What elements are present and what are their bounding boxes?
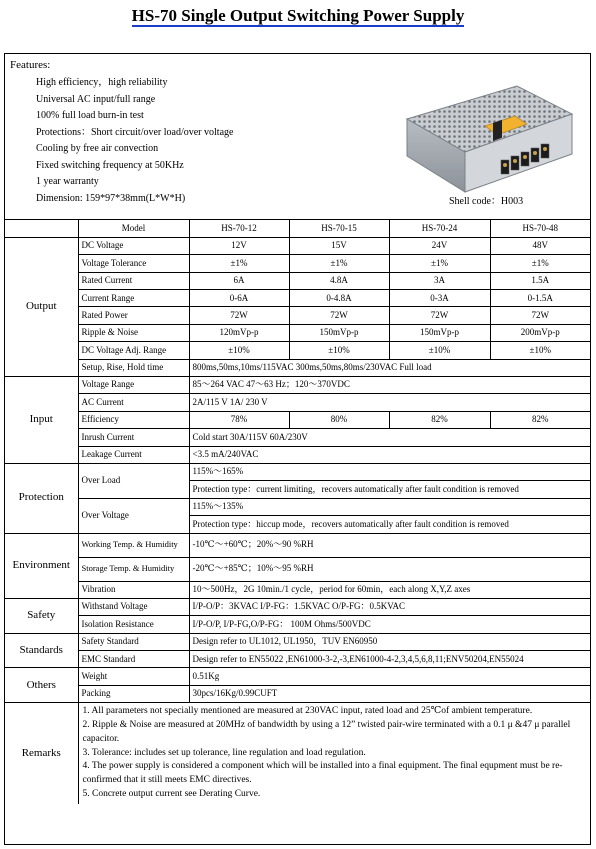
- cell-value: 82%: [389, 411, 490, 428]
- table-row: [5, 394, 590, 411]
- remark-item: 2. Ripple & Noise are measured at 20MHz of bandwidth by using a 12” twisted pair-wire terminated with a 0.1 μ &47 μ parallel capacitor.: [82, 720, 571, 744]
- cell-value: 72W: [189, 307, 289, 324]
- category-remarks: Remarks: [5, 703, 78, 804]
- features-heading: Features:: [10, 59, 51, 71]
- row-label: Isolation Resistance: [78, 616, 189, 633]
- table-row: [5, 359, 590, 376]
- features-list: [36, 75, 233, 207]
- table-row: [5, 446, 590, 463]
- row-label: Safety Standard: [78, 633, 189, 650]
- cell-value: -20℃～+85℃；10%～95 %RH: [189, 557, 590, 581]
- cell-value: 0-3A: [389, 290, 490, 307]
- table-row: [5, 377, 590, 394]
- cell-value: 82%: [490, 411, 590, 428]
- row-label: Over Voltage: [78, 498, 189, 533]
- row-label: Withstand Voltage: [78, 598, 189, 615]
- cell-value: 72W: [490, 307, 590, 324]
- empty-cell: [5, 220, 78, 237]
- model-name: HS-70-12: [189, 220, 289, 237]
- cell-value: 15V: [289, 237, 389, 254]
- cell-value: 0-4.8A: [289, 290, 389, 307]
- remark-item: 4. The power supply is considered a component which will be installed into a final equipment. The final equpment must be re-confirmed that it still meets EMC directives.: [82, 761, 563, 786]
- category-others: Others: [5, 668, 78, 703]
- row-label: Current Range: [78, 290, 189, 307]
- cell-value: Protection type：current limiting，recovers automatically after fault condition is removed: [189, 481, 590, 498]
- row-label: AC Current: [78, 394, 189, 411]
- cell-value: ±1%: [389, 255, 490, 272]
- cell-value: ±1%: [289, 255, 389, 272]
- table-row: [5, 598, 590, 615]
- cell-value: 48V: [490, 237, 590, 254]
- cell-value: Design refer to UL1012, UL1950，TUV EN60950: [189, 633, 590, 650]
- remark-item: 3. Tolerance: includes set up tolerance, line regulation and load regulation.: [82, 747, 366, 758]
- document-title: [0, 6, 596, 26]
- model-name: HS-70-24: [389, 220, 490, 237]
- cell-value: 30pcs/16Kg/0.99CUFT: [189, 685, 590, 702]
- table-row: [5, 272, 590, 289]
- row-label: Leakage Current: [78, 446, 189, 463]
- cell-value: ±1%: [189, 255, 289, 272]
- row-label: Weight: [78, 668, 189, 685]
- table-row: [5, 255, 590, 272]
- cell-value: 4.8A: [289, 272, 389, 289]
- cell-value: -10℃～+60℃；20%～90 %RH: [189, 533, 590, 557]
- table-row: [5, 581, 590, 598]
- cell-value: Cold start 30A/115V 60A/230V: [189, 429, 590, 446]
- row-label: Working Temp. & Humidity: [78, 533, 189, 557]
- spec-sheet: [4, 53, 591, 845]
- remark-item: 5. Concrete output current see Derating Curve.: [82, 788, 261, 799]
- cell-value: 200mVp-p: [490, 324, 590, 341]
- cell-value: 1.5A: [490, 272, 590, 289]
- cell-value: Design refer to EN55022 ,EN61000-3-2,-3,EN61000-4-2,3,4,5,6,8,11;ENV50204,EN55024: [189, 651, 590, 668]
- feature-item: Universal AC input/full range: [36, 93, 156, 105]
- cell-value: 24V: [389, 237, 490, 254]
- feature-item: Fixed switching frequency at 50KHz: [36, 159, 184, 171]
- row-label: EMC Standard: [78, 651, 189, 668]
- feature-item: Protections：Short circuit/over load/over voltage: [36, 126, 234, 138]
- feature-item: High efficiency，high reliability: [36, 77, 168, 88]
- table-row: [5, 307, 590, 324]
- row-label: Over Load: [78, 463, 189, 498]
- row-label: Rated Current: [78, 272, 189, 289]
- remark-item: 1. All parameters not specially mentioned are measured at 230VAC input, rated load and 25℃of ambient temperature.: [82, 706, 533, 717]
- remarks-notes: [78, 703, 590, 804]
- table-row: [5, 533, 590, 557]
- category-output: Output: [5, 237, 78, 376]
- feature-item: Cooling by free air convection: [36, 143, 159, 154]
- cell-value: 3A: [389, 272, 490, 289]
- cell-value: 10～500Hz，2G 10min./1 cycle，period for 60min，each along X,Y,Z axes: [189, 581, 590, 598]
- category-protection: Protection: [5, 463, 78, 533]
- table-row: [5, 557, 590, 581]
- cell-value: 115%～135%: [189, 498, 590, 515]
- row-label: Inrush Current: [78, 429, 189, 446]
- cell-value: <3.5 mA/240VAC: [189, 446, 590, 463]
- table-row: [5, 429, 590, 446]
- table-row: [5, 324, 590, 341]
- cell-value: Protection type：hiccup mode，recovers automatically after fault condition is removed: [189, 516, 590, 533]
- cell-value: 12V: [189, 237, 289, 254]
- category-environment: Environment: [5, 533, 78, 598]
- table-row: [5, 342, 590, 359]
- row-label: Ripple & Noise: [78, 324, 189, 341]
- cell-value: I/P-O/P, I/P-FG,O/P-FG： 100M Ohms/500VDC: [189, 616, 590, 633]
- category-safety: Safety: [5, 598, 78, 633]
- cell-value: ±10%: [289, 342, 389, 359]
- cell-value: 150mVp-p: [289, 324, 389, 341]
- row-label: Rated Power: [78, 307, 189, 324]
- cell-value: 2A/115 V 1A/ 230 V: [189, 394, 590, 411]
- cell-value: 85～264 VAC 47～63 Hz；120～370VDC: [189, 377, 590, 394]
- cell-value: 150mVp-p: [389, 324, 490, 341]
- table-row: [5, 411, 590, 428]
- cell-value: 800ms,50ms,10ms/115VAC 300ms,50ms,80ms/230VAC Full load: [189, 359, 590, 376]
- cell-value: ±10%: [389, 342, 490, 359]
- model-header: Model: [78, 220, 189, 237]
- features-section: [5, 54, 590, 220]
- table-row: [5, 633, 590, 650]
- row-label: Setup, Rise, Hold time: [78, 359, 189, 376]
- cell-value: 0-6A: [189, 290, 289, 307]
- row-label: Voltage Range: [78, 377, 189, 394]
- table-row: [5, 668, 590, 685]
- cell-value: ±10%: [490, 342, 590, 359]
- cell-value: 0.51Kg: [189, 668, 590, 685]
- cell-value: 6A: [189, 272, 289, 289]
- table-row: [5, 685, 590, 702]
- row-label: Vibration: [78, 581, 189, 598]
- spec-table: [5, 220, 590, 804]
- row-label: Efficiency: [78, 411, 189, 428]
- row-label: DC Voltage Adj. Range: [78, 342, 189, 359]
- category-input: Input: [5, 377, 78, 464]
- table-row: [5, 498, 590, 515]
- cell-value: 72W: [389, 307, 490, 324]
- category-standards: Standards: [5, 633, 78, 668]
- table-row: [5, 237, 590, 254]
- power-supply-photo: [397, 74, 577, 204]
- row-label: Voltage Tolerance: [78, 255, 189, 272]
- table-row: [5, 616, 590, 633]
- cell-value: 80%: [289, 411, 389, 428]
- feature-item: Dimension: 159*97*38mm(L*W*H): [36, 192, 186, 204]
- table-row: [5, 703, 590, 804]
- feature-item: 1 year warranty: [36, 176, 99, 187]
- feature-item: 100% full load burn-in test: [36, 110, 144, 121]
- cell-value: I/P-O/P：3KVAC I/P-FG：1.5KVAC O/P-FG：0.5KVAC: [189, 598, 590, 615]
- cell-value: 0-1.5A: [490, 290, 590, 307]
- cell-value: ±1%: [490, 255, 590, 272]
- table-header-row: [5, 220, 590, 237]
- cell-value: 115%～165%: [189, 463, 590, 480]
- table-row: [5, 290, 590, 307]
- table-row: [5, 651, 590, 668]
- document-title-text: HS-70 Single Output Switching Power Supply: [131, 6, 465, 25]
- table-row: [5, 463, 590, 480]
- row-label: DC Voltage: [78, 237, 189, 254]
- shell-code: Shell code：H003: [449, 196, 524, 207]
- model-name: HS-70-15: [289, 220, 389, 237]
- cell-value: 120mVp-p: [189, 324, 289, 341]
- cell-value: ±10%: [189, 342, 289, 359]
- row-label: Packing: [78, 685, 189, 702]
- model-name: HS-70-48: [490, 220, 590, 237]
- cell-value: 78%: [189, 411, 289, 428]
- row-label: Storage Temp. & Humidity: [78, 557, 189, 581]
- cell-value: 72W: [289, 307, 389, 324]
